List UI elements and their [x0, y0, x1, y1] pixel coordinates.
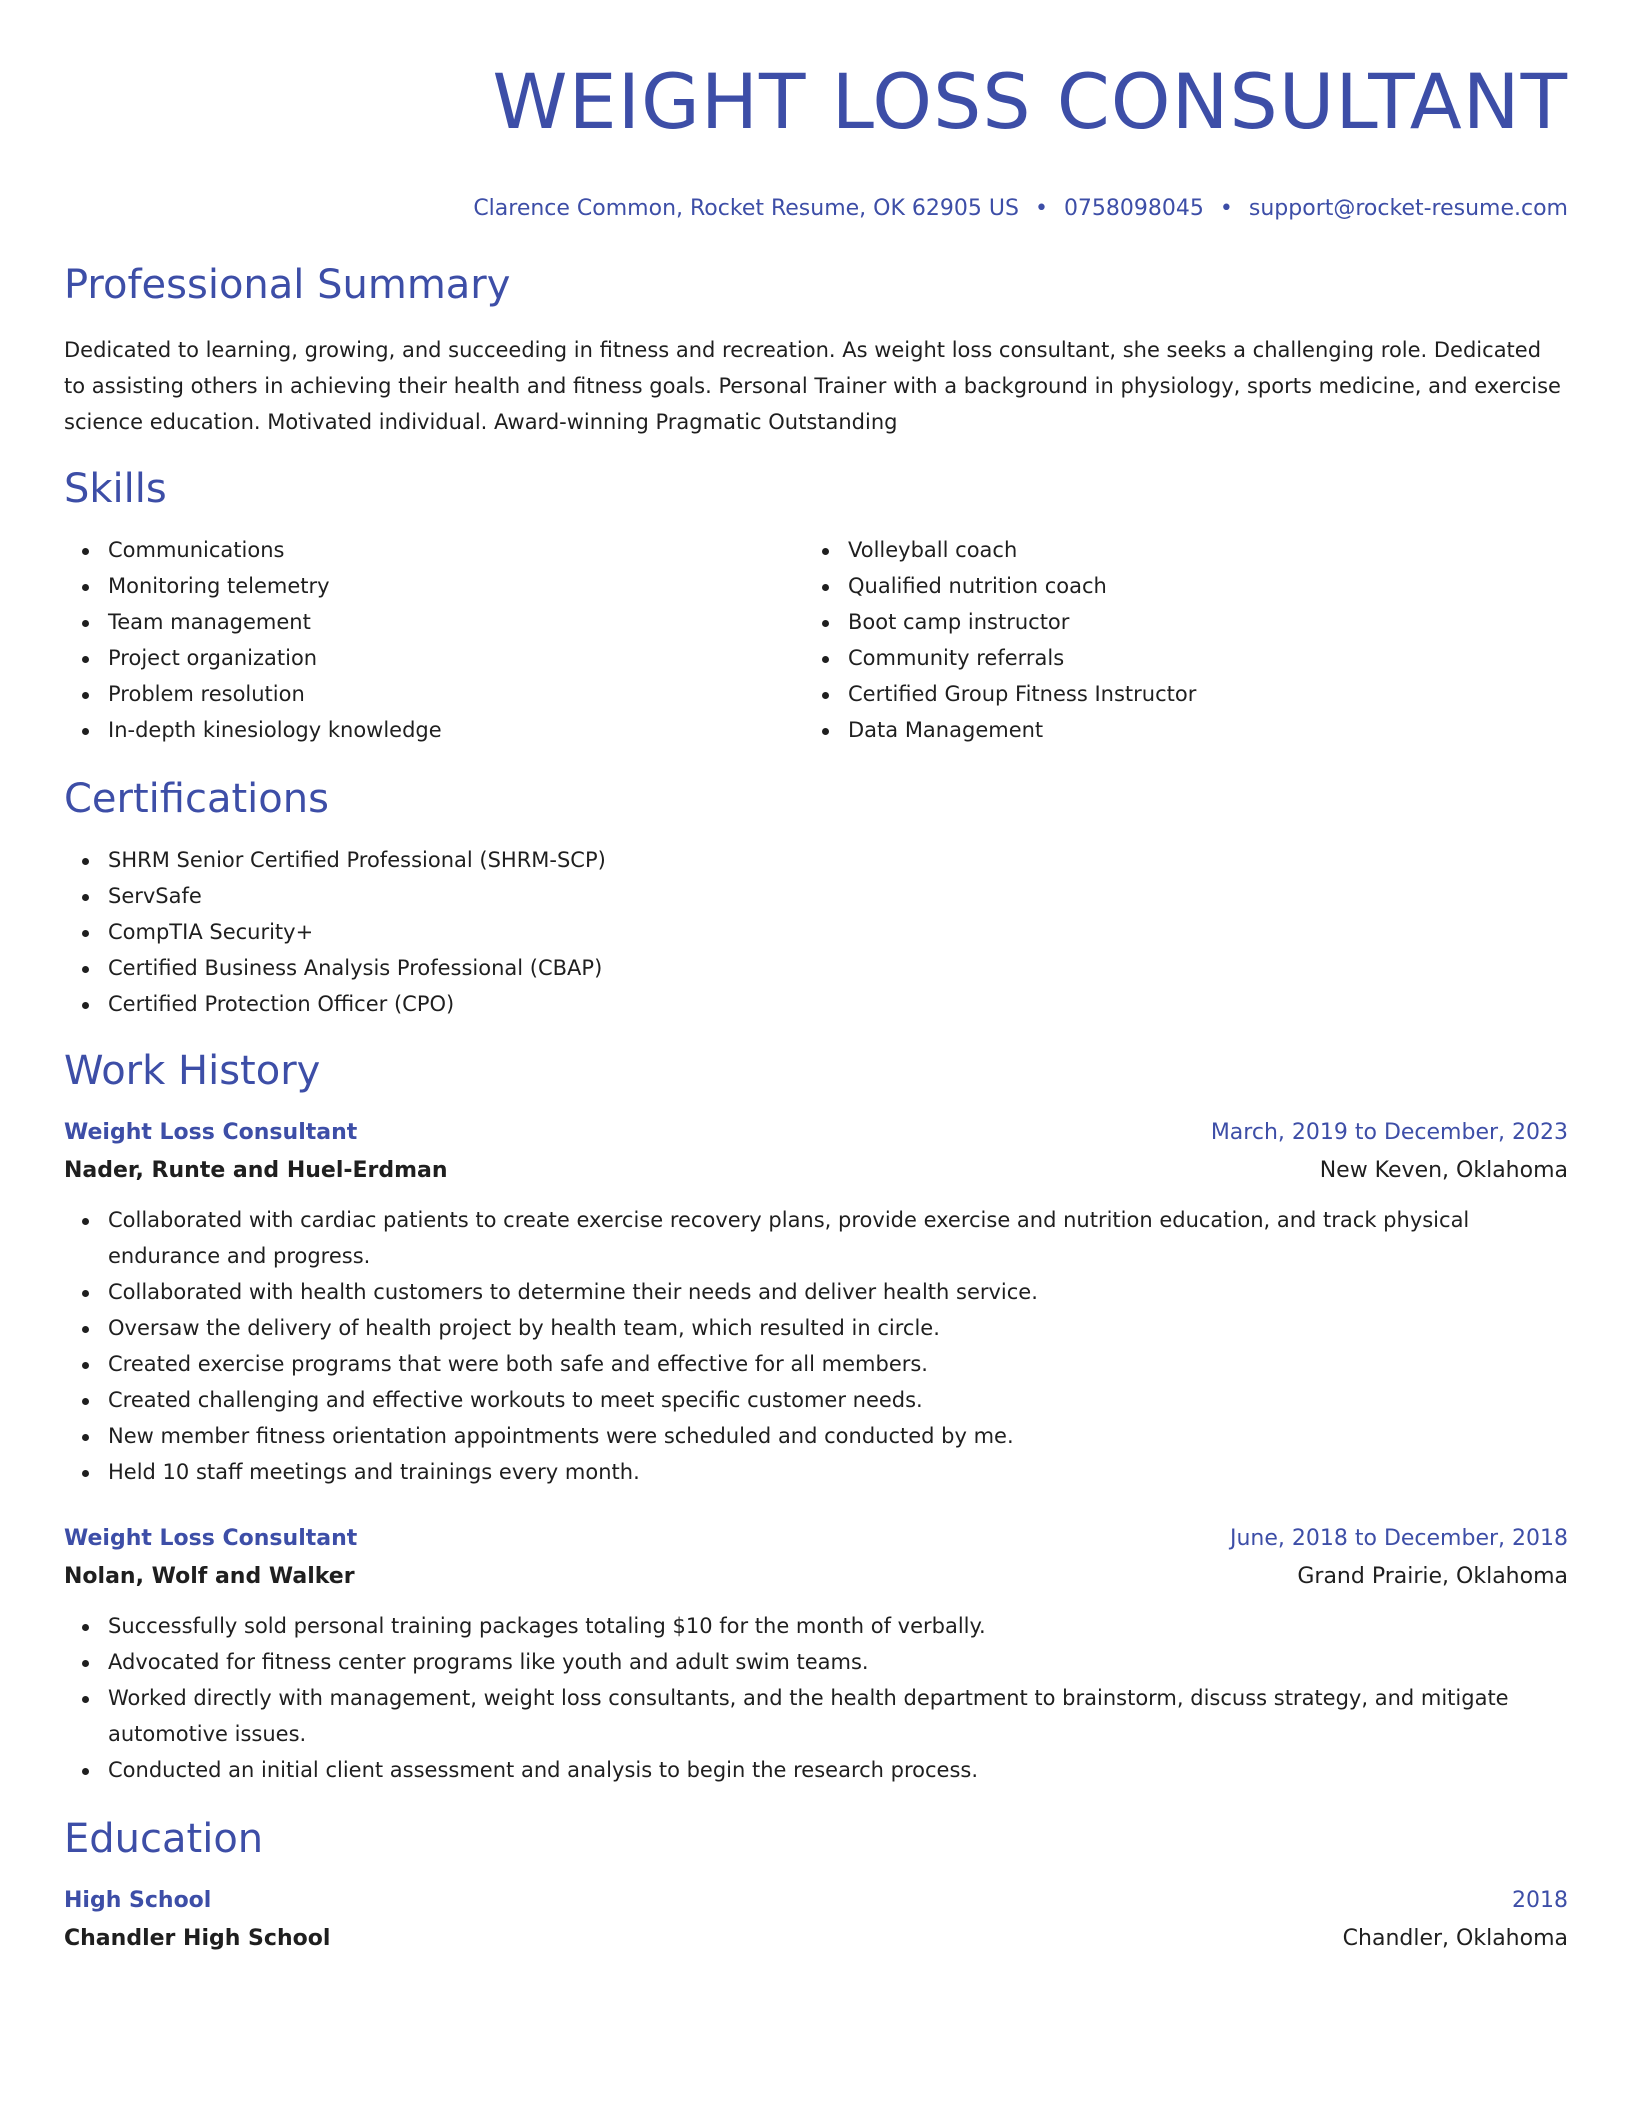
skill-item: Boot camp instructor [804, 604, 1544, 640]
education-location: Chandler, Oklahoma [1342, 1926, 1568, 1951]
skills-heading: Skills [64, 466, 167, 512]
skills-column-right [804, 532, 1544, 748]
education-year: 2018 [1512, 1888, 1568, 1913]
skill-item: Qualified nutrition coach [804, 568, 1544, 604]
certification-item: ServSafe [64, 878, 1568, 914]
education-section [64, 1814, 1568, 1956]
contact-email[interactable]: support@rocket-resume.com [1248, 196, 1568, 221]
certifications-heading: Certifications [64, 776, 329, 822]
resume-title: WEIGHT LOSS CONSULTANT [492, 57, 1568, 146]
certification-item: SHRM Senior Certified Professional (SHRM-SCP) [64, 842, 1568, 878]
contact-separator: • [1219, 196, 1233, 221]
skill-item: Project organization [64, 640, 804, 676]
skill-item: Problem resolution [64, 676, 804, 712]
education-degree: High School [64, 1888, 212, 1913]
summary-section [64, 260, 1568, 440]
job-dates: June, 2018 to December, 2018 [1229, 1526, 1568, 1551]
job-bullet: Worked directly with management, weight loss consultants, and the health department to brainstorm, discuss strategy, and mitigate automotive issues. [64, 1680, 1568, 1752]
certifications-section [64, 774, 1568, 1022]
skill-item: Communications [64, 532, 804, 568]
certification-item: Certified Business Analysis Professional (CBAP) [64, 950, 1568, 986]
certification-item: Certified Protection Officer (CPO) [64, 986, 1568, 1022]
contact-address: Clarence Common, Rocket Resume, OK 62905 US [473, 196, 1019, 221]
skill-item: Monitoring telemetry [64, 568, 804, 604]
job-bullet: Collaborated with cardiac patients to create exercise recovery plans, provide exercise and nutrition education, and track physical endurance and progress. [64, 1202, 1568, 1274]
skill-item: Data Management [804, 712, 1544, 748]
job-title: Weight Loss Consultant [64, 1526, 358, 1551]
work-history-section [64, 1046, 1568, 1788]
job-company: Nader, Runte and Huel-Erdman [64, 1158, 448, 1183]
certification-item: CompTIA Security+ [64, 914, 1568, 950]
job-bullet: Created exercise programs that were both safe and effective for all members. [64, 1346, 1568, 1382]
job-bullet: Successfully sold personal training packages totaling $10 for the month of verbally. [64, 1608, 1568, 1644]
job-bullet: Conducted an initial client assessment and analysis to begin the research process. [64, 1752, 1568, 1788]
skill-item: Volleyball coach [804, 532, 1544, 568]
job-company: Nolan, Wolf and Walker [64, 1564, 355, 1589]
skill-item: In-depth kinesiology knowledge [64, 712, 804, 748]
job-bullet: Oversaw the delivery of health project by health team, which resulted in circle. [64, 1310, 1568, 1346]
summary-heading: Professional Summary [64, 262, 511, 308]
job-entry [64, 1522, 1568, 1788]
job-bullet: Advocated for fitness center programs like youth and adult swim teams. [64, 1644, 1568, 1680]
summary-text: Dedicated to learning, growing, and succeeding in fitness and recreation. As weight loss consultant, she seeks a challenging role. Dedicated to assisting others in achieving their health and fitness goals. Personal Trainer with a background in physiology, sports medicine, and exercise science education. Motivated individual. Award-winning Pragmatic Outstanding [64, 338, 1561, 434]
skill-item: Team management [64, 604, 804, 640]
skill-item: Certified Group Fitness Instructor [804, 676, 1544, 712]
skills-columns [64, 532, 1568, 748]
education-school: Chandler High School [64, 1926, 331, 1951]
job-title: Weight Loss Consultant [64, 1120, 358, 1145]
contact-separator: • [1034, 196, 1048, 221]
job-bullet: Held 10 staff meetings and trainings every month. [64, 1454, 1568, 1490]
work-history-heading: Work History [64, 1048, 321, 1094]
skill-item: Community referrals [804, 640, 1544, 676]
skills-section [64, 464, 1568, 748]
contact-phone: 0758098045 [1063, 196, 1204, 221]
skills-column-left [64, 532, 804, 748]
job-bullet: Collaborated with health customers to determine their needs and deliver health service. [64, 1274, 1568, 1310]
job-location: Grand Prairie, Oklahoma [1297, 1564, 1568, 1589]
education-heading: Education [64, 1816, 264, 1862]
job-bullet: New member fitness orientation appointments were scheduled and conducted by me. [64, 1418, 1568, 1454]
job-dates: March, 2019 to December, 2023 [1210, 1120, 1568, 1145]
job-bullet: Created challenging and effective workouts to meet specific customer needs. [64, 1382, 1568, 1418]
job-location: New Keven, Oklahoma [1319, 1158, 1568, 1183]
contact-line [64, 194, 1568, 224]
job-entry [64, 1116, 1568, 1490]
